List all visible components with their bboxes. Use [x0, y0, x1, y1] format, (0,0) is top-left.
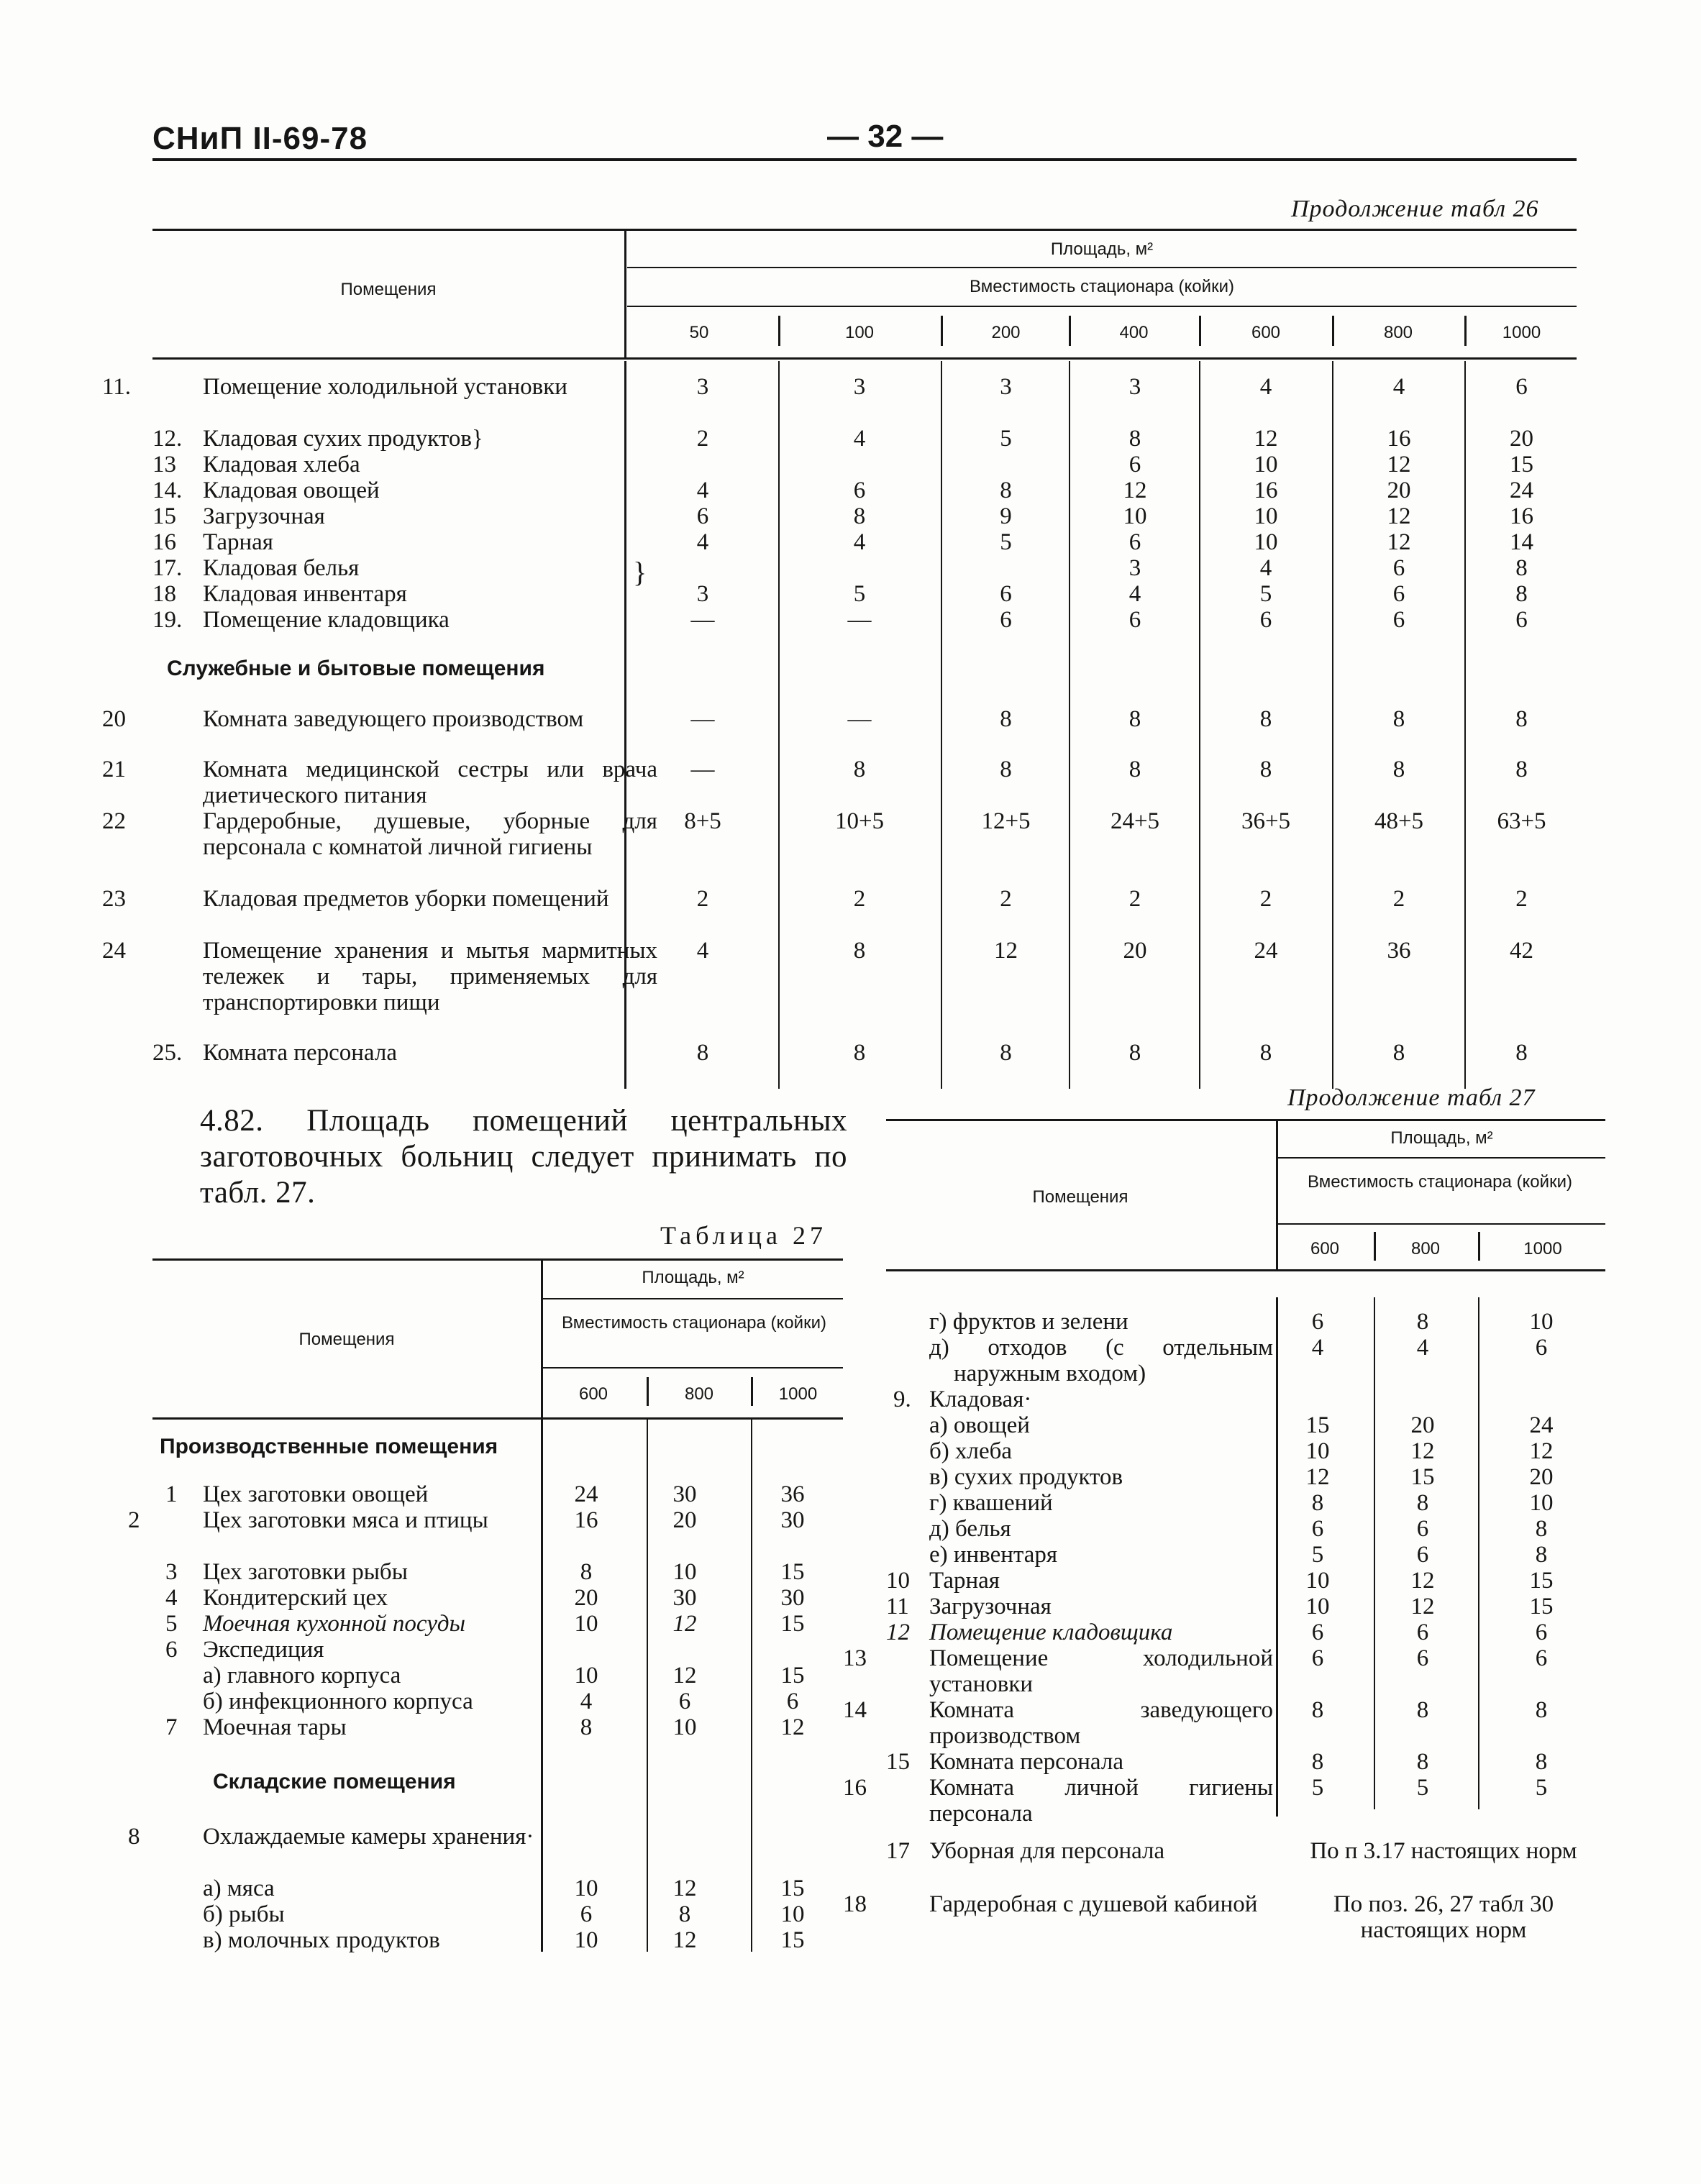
table26-col-600: 600: [1251, 323, 1281, 342]
table27-rooms-heading: Помещения: [298, 1330, 395, 1349]
table27-col-1000: 1000: [778, 1384, 818, 1404]
table27-cont-capacity-heading: Вместимость стационара (койки): [1308, 1172, 1572, 1192]
table27-col-800: 800: [684, 1384, 714, 1404]
table26-area-heading: Площадь, м²: [1050, 239, 1154, 259]
table27-section-production: Производственные помещения: [160, 1435, 498, 1458]
table26-col-800: 800: [1383, 323, 1413, 342]
table26-col-1000: 1000: [1502, 323, 1541, 342]
table26-capacity-heading: Вместимость стационара (койки): [970, 277, 1234, 296]
table26-header: [152, 231, 1577, 357]
table26-col-200: 200: [991, 323, 1021, 342]
table27-col-600: 600: [578, 1384, 608, 1404]
table27-cont-area-heading: Площадь, м²: [1390, 1128, 1493, 1148]
paragraph-4-82: 4.82. Площадь помещений центральных заготовочных больниц следует принимать по табл. 27.: [200, 1104, 847, 1210]
table26-section-heading: Служебные и бытовые помещения: [167, 657, 545, 680]
document-code: СНиП II-69-78: [152, 121, 368, 156]
table27-cont-col-1000: 1000: [1523, 1239, 1562, 1258]
header-rule: [152, 158, 1577, 161]
table26-col-100: 100: [844, 323, 875, 342]
table27-cont-col-600: 600: [1310, 1239, 1340, 1258]
table27-continuation-label: Продолжение табл 27: [1287, 1084, 1536, 1111]
table26-col-50: 50: [689, 323, 709, 342]
table27-cont-rooms-heading: Помещения: [1032, 1187, 1128, 1207]
table27-area-heading: Площадь, м²: [642, 1268, 744, 1287]
table26-continuation-label: Продолжение табл 26: [1291, 196, 1539, 222]
table26-col-400: 400: [1119, 323, 1149, 342]
table27-cont-header: [886, 1121, 1605, 1269]
table26-rooms-heading: Помещения: [340, 280, 437, 299]
table27-title: Таблица 27: [660, 1221, 827, 1250]
table27-cont-col-800: 800: [1410, 1239, 1441, 1258]
table27-header: [152, 1261, 843, 1417]
page-number: — 32 —: [827, 119, 944, 154]
table27-capacity-heading: Вместимость стационара (койки): [562, 1313, 826, 1333]
table27-section-storage: Складские помещения: [213, 1770, 456, 1794]
